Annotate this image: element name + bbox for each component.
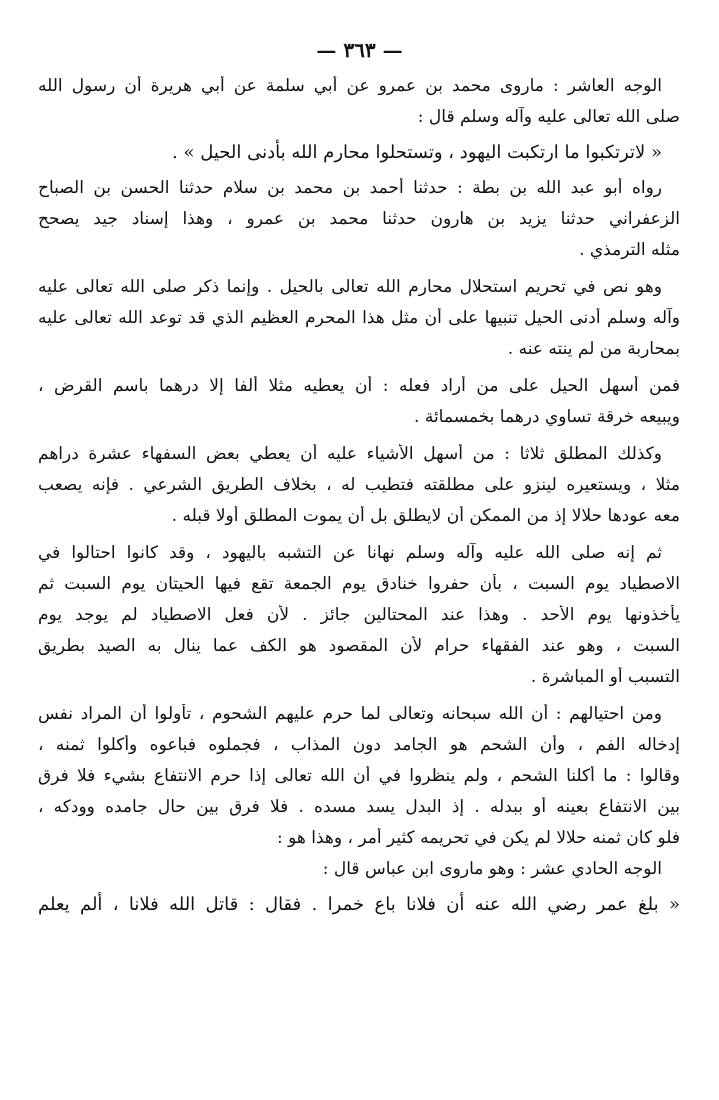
text-line: وآله وسلم أدنى الحيل تنبيها على أن مثل هذا المحرم العظيم الذي قد توعد الله تعالى عليه — [38, 308, 680, 328]
text-line: يأخذونها يوم الأحد . وهذا عند المحتالين جائز . لأن فعل الاصطياد لم يوجد يوم — [38, 605, 680, 625]
text-line: وقالوا : ما أكلنا الشحم ، ولم ينظروا في أن الله تعالى إذا حرم الانتفاع بشيء فلا فرق — [38, 766, 680, 786]
hadith-quote-line: « لاترتكبوا ما ارتكبت اليهود ، وتستحلوا محارم الله بأدنى الحيل » . — [172, 142, 662, 163]
text-line: رواه أبو عبد الله بن بطة : حدثنا أحمد بن محمد بن سلام حدثنا الحسن بن الصباح — [38, 178, 662, 198]
text-line: ومن احتيالهم : أن الله سبحانه وتعالى لما حرم عليهم الشحوم ، تأولوا أن المراد نفس — [38, 704, 662, 724]
text-line: وكذلك المطلق ثلاثا : من أسهل الأشياء عليه أن يعطي بعض السفهاء عشرة دراهم — [38, 444, 662, 464]
text-line: معه عودها حلالا إذ من الممكن أن لايطلق بل أن يموت المطلق أولا قبله . — [171, 506, 680, 526]
text-line: الوجه العاشر : ماروى محمد بن عمرو عن أبي سلمة عن أبي هريرة أن رسول الله — [38, 76, 662, 96]
text-line: التسبب أو المباشرة . — [530, 667, 680, 687]
text-line: صلى الله تعالى عليه وآله وسلم قال : — [417, 107, 680, 127]
text-line: مثلا ، ويستعيره لينزو على مطلقته فتطيب له ، بخلاف الطريق الشرعي . فإنه يصعب — [38, 475, 680, 495]
hadith-quote-line: « بلغ عمر رضي الله عنه أن فلانا باع خمرا . فقال : قاتل الله فلانا ، ألم يعلم — [38, 894, 680, 915]
text-line: إدخاله الفم ، وأن الشحم هو الجامد دون المذاب ، فجملوه فباعوه وأكلوا ثمنه ، — [38, 735, 680, 755]
section-heading-line: الوجه الحادي عشر : وهو ماروى ابن عباس قال : — [322, 859, 662, 879]
body-text — [38, 76, 680, 930]
text-line: بين الانتفاع بعينه أو ببدله . إذ البدل يسد مسده . فلا فرق بين حال جامده وودكه ، — [38, 797, 680, 817]
text-line: ثم إنه صلى الله عليه وآله وسلم نهانا عن التشبه باليهود ، وقد كانوا احتالوا في — [38, 543, 662, 563]
text-line: مثله الترمذي . — [579, 240, 680, 260]
text-line: وهو نص في تحريم استحلال محارم الله تعالى بالحيل . وإنما ذكر صلى الله تعالى عليه — [38, 277, 662, 297]
text-line: فمن أسهل الحيل على من أراد فعله : أن يعطيه مثلا ألفا إلا درهما باسم القرض ، — [38, 376, 680, 396]
page-number: — ٣٦٣ — — [316, 38, 403, 62]
text-line: الاصطياد يوم السبت ، بأن حفروا خنادق يوم الجمعة تقع فيها الحيتان يوم السبت ثم — [38, 574, 680, 594]
text-line: بمحاربة من لم ينته عنه . — [507, 339, 680, 359]
text-line: فلو كان ثمنه حلالا لم يكن في تحريمه كثير أمر ، وهذا هو : — [276, 828, 680, 848]
text-line: ويبيعه خرقة تساوي درهما بخمسمائة . — [414, 407, 680, 427]
text-line: السبت ، وهو عند الفقهاء حرام لأن المقصود هو الكف عما ينال به الصيد بطريق — [38, 636, 680, 656]
text-line: الزعفراني حدثنا يزيد بن هارون حدثنا محمد بن عمرو ، وهذا إسناد جيد يصحح — [38, 209, 680, 229]
